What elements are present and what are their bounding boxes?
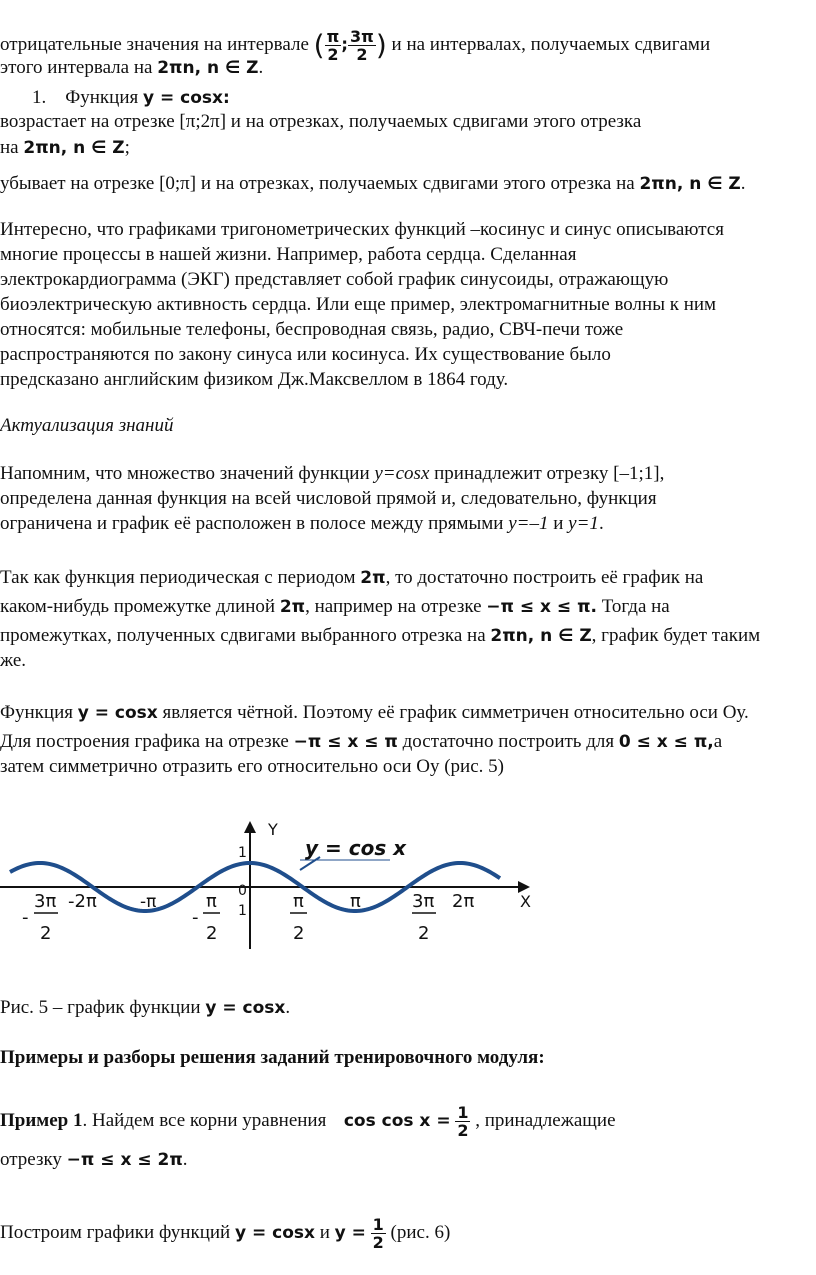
tick-label: π [350,891,361,912]
text-line: Для построения графика на отрезке −π ≤ x ≤ π достаточно построить для 0 ≤ x ≤ π,а [0,731,723,752]
text-line: относятся: мобильные телефоны, беспроводная связь, радио, СВЧ-печи тоже [0,319,624,340]
text-line: затем симметрично отразить его относительно оси Оу (рис. 5) [0,756,504,777]
text: и на интервалах, получаемых сдвигами [391,33,711,55]
curve-label: y = cos x [305,836,407,860]
formula: y = [334,1223,366,1243]
cosine-graph [0,815,560,955]
tick-label: 2 [40,923,52,944]
formula: 2πn, n ∈ Z [157,58,259,78]
section-heading: Примеры и разборы решения заданий тренировочного модуля: [0,1047,545,1068]
formula: 2πn, n ∈ Z [490,626,592,646]
formula: y = cosx: [143,88,230,108]
formula: 0 ≤ x ≤ π, [618,732,714,752]
tick-label: 1 [238,903,247,919]
formula: 2πn, n ∈ Z [639,174,741,194]
y-axis-label: Y [268,820,278,839]
fraction: $\frac{\pi}{2}$ [326,27,340,64]
text: отрицательные значения на интервале [0,33,309,55]
tick-label: 3π [34,891,57,912]
fraction: $\frac{3\pi}{2}$ [350,27,374,64]
text-line: возрастает на отрезке [π;2π] и на отрезках, получаемых сдвигами этого отрезка [0,111,642,132]
text-line: Так как функция периодическая с периодом 2π, то достаточно построить её график на [0,567,704,588]
tick-label: 1 [238,845,247,861]
formula: 2πn, n ∈ Z [23,138,125,158]
tick-label: 2π [452,891,475,912]
formula: y=1 [568,513,599,534]
text-line: же. [0,650,27,671]
formula: −π ≤ x ≤ π. [486,597,597,617]
text-line: определена данная функция на всей числовой прямой и, следовательно, функция [0,488,657,509]
formula: cos cos x = [343,1111,451,1131]
tick-label: -π [140,892,157,912]
text-line: отрицательные значения на интервале ( $\frac{\pi}{2}$ ; $\frac{3\pi}{2}$ ) и на интервалах, получаемых сдвигами [0,27,711,64]
formula: 2π [279,597,306,617]
formula: y = cosx [234,1223,315,1243]
section-heading: Актуализация знаний [0,415,174,436]
text-line: на 2πn, n ∈ Z; [0,137,130,158]
tick-label: π [293,891,304,912]
figure-caption: Рис. 5 – график функции y = cosx. [0,997,291,1018]
list-item [32,86,230,110]
text-line: этого интервала на 2πn, n ∈ Z. [0,57,264,78]
formula: y=–1 [508,513,549,534]
text-line: убывает на отрезке [0;π] и на отрезках, получаемых сдвигами этого отрезка на 2πn, n ∈ Z. [0,173,746,194]
formula: y = cosx [77,703,158,723]
text-line: Функция y = cosx является чётной. Поэтому её график симметричен относительно оси Оу. [0,702,749,723]
text-line: ограничена и график её расположен в полосе между прямыми y=–1 и y=1. [0,513,604,534]
text-line: распространяются по закону синуса или косинуса. Их существование было [0,344,611,365]
tick-label: 2 [206,923,218,944]
formula: y = cosx [205,998,286,1018]
text: этого интервала на [0,57,153,78]
list-number: 1. [32,87,47,108]
text: Функция [65,87,139,108]
text-line: многие процессы в нашей жизни. Например, работа сердца. Сделанная [0,244,577,265]
tick-label: π [206,891,217,912]
example-label: Пример 1 [0,1110,83,1131]
fraction: $\frac{1}{2}$ [457,1103,469,1141]
formula: y=cosx [374,463,430,484]
formula: 2π [360,568,386,588]
tick-label: -2π [68,891,97,912]
x-axis-label: X [520,892,531,911]
text-line: биоэлектрическую активность сердца. Или еще пример, электромагнитные волны к ним [0,294,717,315]
tick-label: - [192,907,199,928]
tick-label: 0 [238,883,247,899]
text-line: предсказано английским физиком Дж.Максвеллом в 1864 году. [0,369,509,390]
formula: −π ≤ x ≤ 2π [66,1150,183,1170]
fraction: $\frac{1}{2}$ [372,1215,384,1253]
formula: −π ≤ x ≤ π [293,732,398,752]
tick-label: 3π [412,891,435,912]
tick-label: 2 [418,923,430,944]
text-line: промежутках, полученных сдвигами выбранного отрезка на 2πn, n ∈ Z, график будет таким [0,625,761,646]
text-line: каком-нибудь промежутке длиной 2π, например на отрезке −π ≤ x ≤ π. Тогда на [0,596,670,617]
text-line: отрезку −π ≤ x ≤ 2π. [0,1149,188,1170]
text-line: Напомним, что множество значений функции y=cosx принадлежит отрезку [–1;1], [0,463,665,484]
y-axis-arrow [244,821,256,833]
text-line: Пример 1. Найдем все корни уравнения cos cos x = $\frac{1}{2}$ , принадлежащие [0,1103,616,1141]
tick-label: - [22,907,29,928]
text-line: электрокардиограмма (ЭКГ) представляет собой график синусоиды, отражающую [0,269,669,290]
text-line: Построим графики функций y = cosx и y = $\frac{1}{2}$ (рис. 6) [0,1215,451,1253]
tick-label: 2 [293,923,305,944]
text-line: Интересно, что графиками тригонометрических функций –косинус и синус описываются [0,219,724,240]
